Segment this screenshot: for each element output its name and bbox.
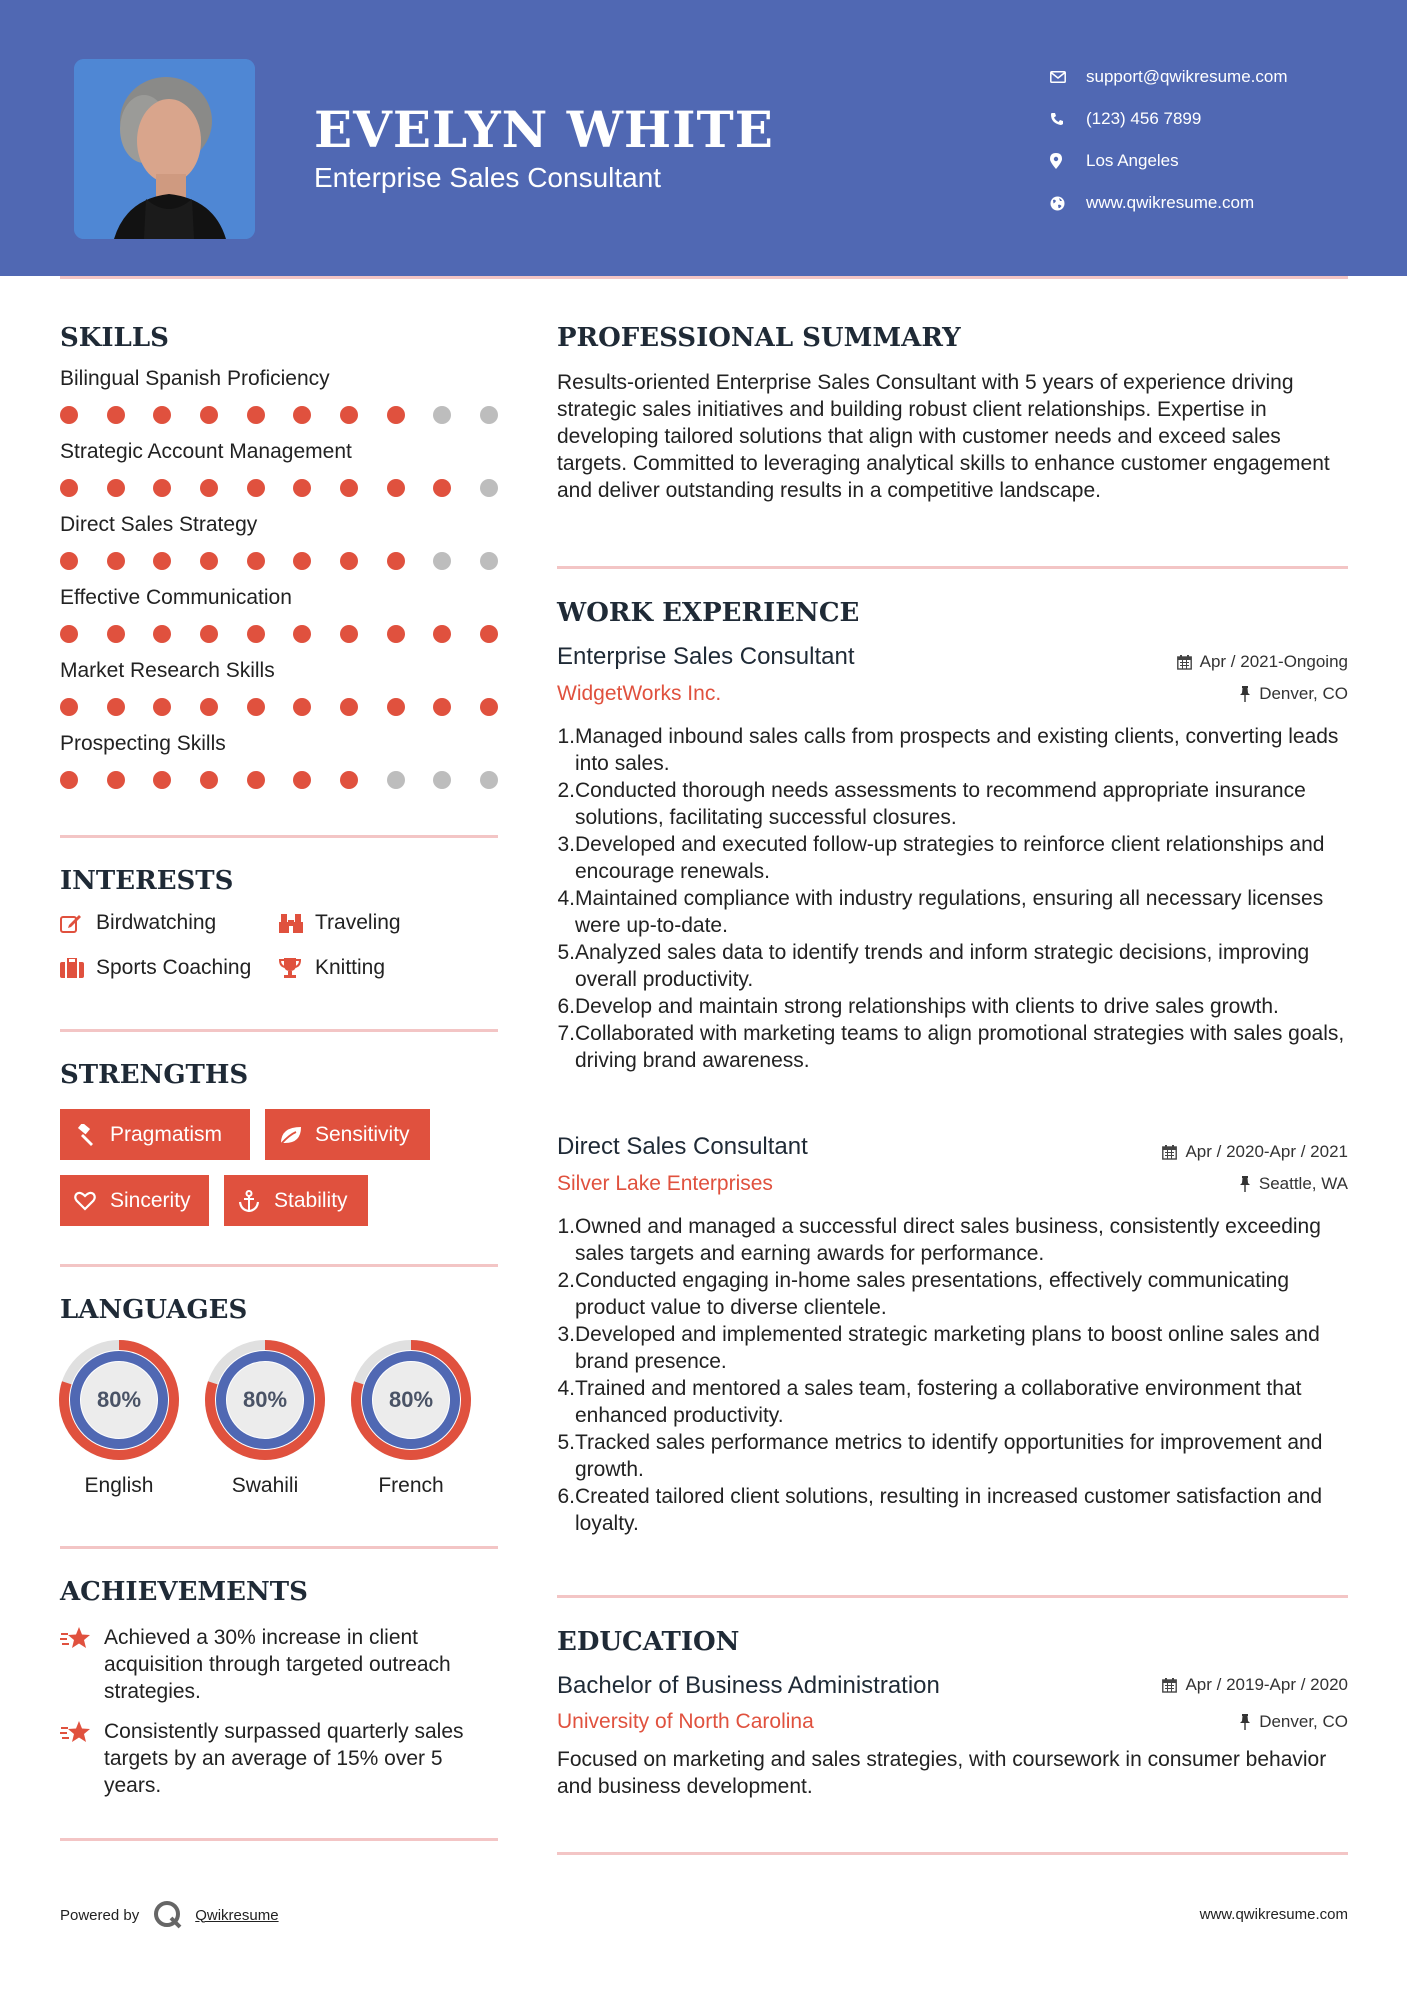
rating-dot-empty	[480, 479, 498, 497]
strength-label: Sensitivity	[315, 1122, 410, 1146]
rating-dot-filled	[153, 698, 171, 716]
contact-location-text: Los Angeles	[1086, 151, 1179, 170]
rating-dot-filled	[107, 698, 125, 716]
language-name: French	[378, 1474, 444, 1497]
contact-email-text: support@qwikresume.com	[1086, 67, 1288, 86]
interest-knitting	[279, 956, 385, 980]
rating-dot-filled	[433, 698, 451, 716]
interest-birdwatching	[60, 911, 216, 935]
experience-divider	[557, 1595, 1348, 1598]
language-name: English	[84, 1474, 154, 1497]
rating-dot-filled	[433, 479, 451, 497]
skill-name: Market Research Skills	[60, 659, 275, 682]
header-divider	[60, 276, 1348, 279]
phone-icon	[1050, 112, 1086, 126]
bullet-text: Developed and implemented strategic marketing plans to boost online sales and brand presence.	[575, 1323, 1320, 1373]
contact-website-text: www.qwikresume.com	[1086, 193, 1255, 212]
anchor-icon	[238, 1190, 274, 1212]
strengths-divider	[60, 1264, 498, 1267]
interest-label: Traveling	[315, 911, 401, 934]
powered-by-label: Powered by	[60, 1906, 140, 1924]
rating-dot-filled	[60, 698, 78, 716]
experience-title: WORK EXPERIENCE	[557, 598, 860, 628]
bullet-number: 1.	[557, 725, 575, 748]
job-bullet	[557, 1429, 1347, 1483]
calendar-icon	[1162, 1678, 1177, 1693]
bullet-text: Tracked sales performance metrics to identify opportunities for improvement and growth.	[575, 1431, 1323, 1481]
job-bullet	[557, 1267, 1347, 1321]
skill-name: Strategic Account Management	[60, 440, 352, 463]
job-bullet	[557, 885, 1347, 939]
bullet-number: 5.	[557, 1431, 575, 1454]
strength-label: Pragmatism	[110, 1122, 223, 1146]
education-location-text: Denver, CO	[1259, 1712, 1348, 1731]
job-bullet	[557, 1321, 1347, 1375]
skills-divider	[60, 835, 498, 838]
language-percent: 80%	[242, 1387, 288, 1412]
job-title: Direct Sales Consultant	[557, 1133, 808, 1160]
education-degree: Bachelor of Business Administration	[557, 1672, 940, 1699]
map-pin-icon	[1050, 153, 1086, 169]
job-company: Silver Lake Enterprises	[557, 1172, 773, 1195]
rating-dot-filled	[247, 479, 265, 497]
interest-label: Knitting	[315, 956, 386, 979]
rating-dot-filled	[60, 479, 78, 497]
contact-block	[1050, 56, 1288, 224]
rating-dot-filled	[153, 479, 171, 497]
star-icon	[60, 1718, 104, 1799]
footer-website[interactable]: www.qwikresume.com	[1199, 1906, 1348, 1923]
rating-dot-empty	[480, 552, 498, 570]
bullet-text: Owned and managed a successful direct sales business, consistently exceeding sales targets and earning awards for performance.	[575, 1215, 1321, 1265]
rating-dot-filled	[387, 479, 405, 497]
contact-location	[1050, 140, 1288, 182]
leaf-icon	[279, 1125, 315, 1145]
job-dates	[1162, 1142, 1348, 1162]
rating-dot-filled	[200, 552, 218, 570]
strength-pragmatism	[60, 1109, 250, 1160]
summary-text: Results-oriented Enterprise Sales Consultant with 5 years of experience driving strategic sales initiatives and building robust client relationships. Expertise in developing tailored solutions that align with customer needs and exceed sales targets. Committed to leveraging analytical skills to enhance customer engagement and deliver outstanding results in a competitive landscape.	[557, 371, 1330, 502]
bullet-text: Collaborated with marketing teams to align promotional strategies with sales goals, driving brand awareness.	[575, 1022, 1345, 1072]
rating-dot-filled	[247, 406, 265, 424]
star-icon	[60, 1624, 104, 1705]
bullet-number: 6.	[557, 995, 575, 1018]
bullet-text: Trained and mentored a sales team, fostering a collaborative environment that enhanced productivity.	[575, 1377, 1302, 1427]
bullet-text: Developed and executed follow-up strategies to reinforce client relationships and encourage renewals.	[575, 833, 1325, 883]
strength-sincerity	[60, 1175, 209, 1226]
rating-dot-filled	[340, 479, 358, 497]
rating-dot-filled	[247, 625, 265, 643]
bullet-number: 1.	[557, 1215, 575, 1238]
summary-title: PROFESSIONAL SUMMARY	[557, 323, 961, 353]
job-dates-text: Apr / 2020-Apr / 2021	[1185, 1142, 1348, 1161]
rating-dot-filled	[107, 771, 125, 789]
rating-dot-empty	[433, 771, 451, 789]
rating-dot-filled	[340, 625, 358, 643]
strength-label: Sincerity	[110, 1188, 191, 1212]
job-dates-text: Apr / 2021-Ongoing	[1199, 652, 1348, 671]
rating-dot-empty	[480, 771, 498, 789]
achievement-text: Consistently surpassed quarterly sales targets by an average of 15% over 5 years.	[104, 1720, 464, 1797]
calendar-icon	[1162, 1145, 1177, 1160]
qwikresume-logo-icon	[153, 1900, 183, 1930]
job-location	[1239, 1174, 1348, 1194]
skill-name: Bilingual Spanish Proficiency	[60, 367, 330, 390]
bullet-number: 7.	[557, 1022, 575, 1045]
bullet-text: Analyzed sales data to identify trends and inform strategic decisions, improving overall productivity.	[575, 941, 1310, 991]
skill-rating	[60, 771, 498, 791]
strengths-title: STRENGTHS	[60, 1060, 249, 1090]
gavel-icon	[74, 1124, 110, 1146]
rating-dot-filled	[153, 625, 171, 643]
rating-dot-filled	[340, 698, 358, 716]
skill-rating	[60, 625, 498, 645]
rating-dot-filled	[293, 552, 311, 570]
rating-dot-filled	[293, 406, 311, 424]
rating-dot-filled	[107, 625, 125, 643]
rating-dot-filled	[153, 771, 171, 789]
rating-dot-filled	[247, 698, 265, 716]
education-school: University of North Carolina	[557, 1710, 814, 1733]
trophy-icon	[279, 957, 315, 979]
rating-dot-filled	[60, 771, 78, 789]
bullet-text: Maintained compliance with industry regulations, ensuring all necessary licenses were up-to-date.	[575, 887, 1324, 937]
job-bullet	[557, 939, 1347, 993]
strength-sensitivity	[265, 1109, 430, 1160]
interest-sports-coaching	[60, 956, 251, 980]
job-bullet	[557, 1483, 1347, 1537]
rating-dot-filled	[107, 479, 125, 497]
skill-rating	[60, 552, 498, 572]
job-company: WidgetWorks Inc.	[557, 682, 722, 705]
achievements-divider	[60, 1838, 498, 1841]
pushpin-icon	[1239, 1176, 1251, 1192]
rating-dot-filled	[340, 552, 358, 570]
binoculars-icon	[279, 912, 315, 934]
achievement-item	[60, 1718, 500, 1799]
rating-dot-filled	[387, 625, 405, 643]
job-bullet	[557, 777, 1347, 831]
skill-rating	[60, 479, 498, 499]
candidate-name: EVELYN WHITE	[314, 100, 774, 159]
rating-dot-empty	[480, 406, 498, 424]
rating-dot-empty	[433, 552, 451, 570]
bullet-text: Conducted thorough needs assessments to recommend appropriate insurance solutions, facilitating successful closures.	[575, 779, 1306, 829]
job-bullet	[557, 1213, 1347, 1267]
job-bullet	[557, 831, 1347, 885]
heart-icon	[74, 1191, 110, 1211]
rating-dot-filled	[480, 625, 498, 643]
rating-dot-filled	[200, 479, 218, 497]
job-title: Enterprise Sales Consultant	[557, 643, 855, 670]
rating-dot-empty	[433, 406, 451, 424]
job-location	[1239, 684, 1348, 704]
job-bullet	[557, 1020, 1347, 1074]
rating-dot-filled	[293, 479, 311, 497]
education-dates	[1162, 1675, 1348, 1695]
language-ring	[350, 1339, 472, 1461]
education-description: Focused on marketing and sales strategies, with coursework in consumer behavior and business development.	[557, 1748, 1327, 1798]
job-location-text: Denver, CO	[1259, 684, 1348, 703]
rating-dot-filled	[387, 698, 405, 716]
rating-dot-filled	[387, 406, 405, 424]
bullet-number: 3.	[557, 833, 575, 856]
achievement-text: Achieved a 30% increase in client acquisition through targeted outreach strategies.	[104, 1626, 451, 1703]
language-percent: 80%	[96, 1387, 142, 1412]
education-location	[1239, 1712, 1348, 1732]
rating-dot-filled	[387, 552, 405, 570]
contact-website[interactable]	[1050, 182, 1288, 224]
qwikresume-link[interactable]: Qwikresume	[195, 1906, 279, 1924]
envelope-icon	[1050, 71, 1086, 83]
rating-dot-filled	[340, 771, 358, 789]
rating-dot-filled	[107, 406, 125, 424]
interest-traveling	[279, 911, 401, 935]
rating-dot-filled	[293, 771, 311, 789]
language-name: Swahili	[231, 1474, 299, 1497]
bullet-text: Created tailored client solutions, resulting in increased customer satisfaction and loyalty.	[575, 1485, 1323, 1535]
job-bullets	[557, 1213, 1347, 1537]
bullet-number: 4.	[557, 1377, 575, 1400]
bullet-number: 6.	[557, 1485, 575, 1508]
bullet-number: 4.	[557, 887, 575, 910]
calendar-icon	[1177, 655, 1192, 670]
interest-label: Birdwatching	[96, 911, 217, 934]
interest-label: Sports Coaching	[96, 956, 252, 979]
education-dates-text: Apr / 2019-Apr / 2020	[1185, 1675, 1348, 1694]
rating-dot-empty	[387, 771, 405, 789]
rating-dot-filled	[200, 698, 218, 716]
profile-photo	[74, 59, 255, 239]
interests-divider	[60, 1029, 498, 1032]
briefcase-icon	[60, 958, 96, 978]
rating-dot-filled	[60, 552, 78, 570]
rating-dot-filled	[293, 625, 311, 643]
pushpin-icon	[1239, 686, 1251, 702]
skill-rating	[60, 406, 498, 426]
bullet-number: 3.	[557, 1323, 575, 1346]
footer-powered-by	[60, 1900, 279, 1930]
achievement-item	[60, 1624, 500, 1705]
rating-dot-filled	[200, 625, 218, 643]
job-bullet	[557, 723, 1347, 777]
summary-divider	[557, 566, 1348, 569]
language-ring	[58, 1339, 180, 1461]
strength-stability	[224, 1175, 368, 1226]
rating-dot-filled	[107, 552, 125, 570]
skill-name: Effective Communication	[60, 586, 292, 609]
rating-dot-filled	[247, 771, 265, 789]
job-bullet	[557, 1375, 1347, 1429]
candidate-role: Enterprise Sales Consultant	[314, 162, 662, 193]
job-dates	[1177, 652, 1348, 672]
bullet-text: Conducted engaging in-home sales presentations, effectively communicating product value to diverse clientele.	[575, 1269, 1290, 1319]
rating-dot-filled	[60, 406, 78, 424]
skill-name: Prospecting Skills	[60, 732, 226, 755]
skills-title: SKILLS	[60, 323, 169, 353]
rating-dot-filled	[200, 406, 218, 424]
rating-dot-filled	[340, 406, 358, 424]
achievements-title: ACHIEVEMENTS	[60, 1577, 308, 1607]
bullet-text: Develop and maintain strong relationships with clients to drive sales growth.	[575, 995, 1279, 1018]
rating-dot-filled	[433, 625, 451, 643]
languages-title: LANGUAGES	[60, 1295, 248, 1325]
language-ring	[204, 1339, 326, 1461]
rating-dot-filled	[293, 698, 311, 716]
pencil-square-icon	[60, 913, 96, 933]
bullet-number: 5.	[557, 941, 575, 964]
bullet-text: Managed inbound sales calls from prospects and existing clients, converting leads into sales.	[575, 725, 1339, 775]
rating-dot-filled	[153, 406, 171, 424]
skill-rating	[60, 698, 498, 718]
job-bullets	[557, 723, 1347, 1074]
rating-dot-filled	[247, 552, 265, 570]
strength-label: Stability	[274, 1188, 348, 1212]
contact-phone-text: (123) 456 7899	[1086, 109, 1202, 128]
rating-dot-filled	[60, 625, 78, 643]
job-location-text: Seattle, WA	[1258, 1174, 1348, 1193]
contact-email[interactable]	[1050, 56, 1288, 98]
skill-name: Direct Sales Strategy	[60, 513, 258, 536]
bullet-number: 2.	[557, 779, 575, 802]
interests-title: INTERESTS	[60, 866, 234, 896]
languages-divider	[60, 1546, 498, 1549]
education-divider	[557, 1852, 1348, 1855]
contact-phone[interactable]	[1050, 98, 1288, 140]
education-title: EDUCATION	[557, 1627, 740, 1657]
language-percent: 80%	[388, 1387, 434, 1412]
rating-dot-filled	[153, 552, 171, 570]
rating-dot-filled	[480, 698, 498, 716]
rating-dot-filled	[200, 771, 218, 789]
globe-icon	[1050, 196, 1086, 211]
pushpin-icon	[1239, 1714, 1251, 1730]
job-bullet	[557, 993, 1347, 1020]
bullet-number: 2.	[557, 1269, 575, 1292]
